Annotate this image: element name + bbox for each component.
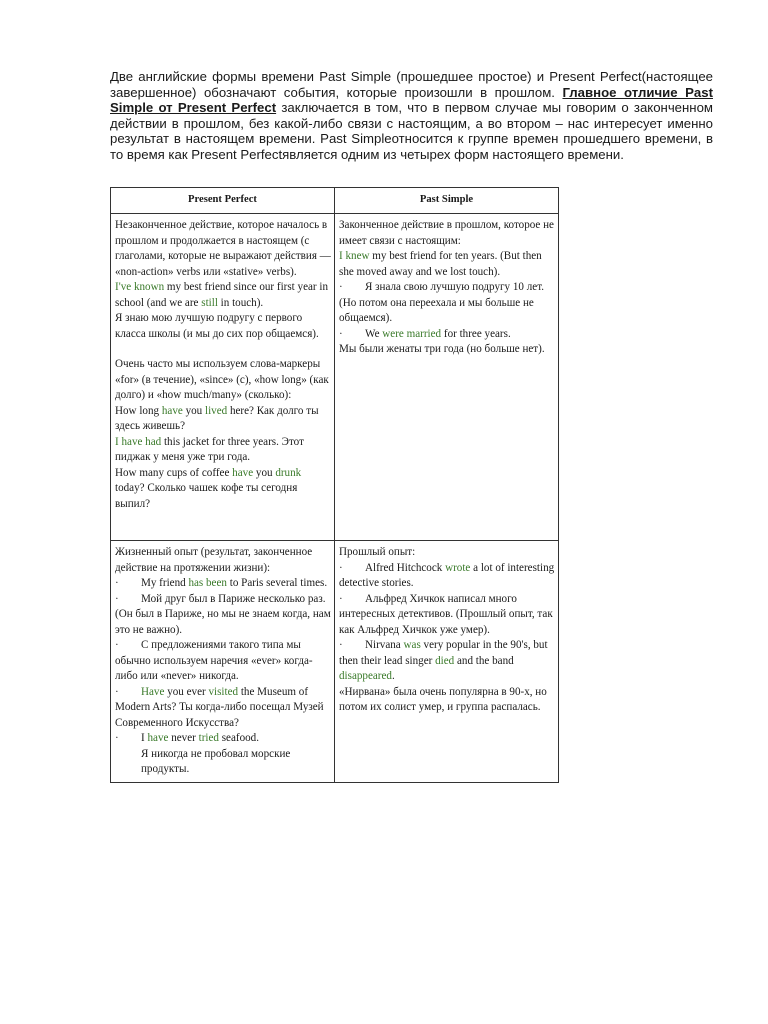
- ps1-example-2: · We were married for three years.: [339, 327, 556, 343]
- comparison-table: [110, 187, 559, 783]
- table-row: [111, 214, 559, 541]
- ps2-example-1-translation: · Альфред Хичкок написал много интересных детективов. (Прошлый опыт, так как Альфред Хичкок уже умер).: [339, 592, 553, 636]
- bullet-icon: ·: [115, 592, 119, 605]
- bullet-icon: ·: [339, 639, 343, 651]
- ps1-example-2-translation: Мы были женаты три года (но больше нет).: [339, 343, 545, 355]
- pp1-question-3: How many cups of coffee have you drunk today? Сколько чашек кофе ты сегодня выпил?: [115, 466, 302, 510]
- header-past-simple: Past Simple: [335, 188, 559, 214]
- intro-text-1: Две английские формы времени Past Simple (прошедшее простое) и Present Perfect(настоящее завершенное) обозначают события, которые произошли в прошлом.: [110, 69, 713, 100]
- bullet-icon: ·: [339, 327, 343, 340]
- pp1-question-1: How long have you lived here? Как долго ты здесь живешь?: [115, 404, 319, 432]
- ps2-example-1: · Alfred Hitchcock wrote a lot of interesting detective stories.: [339, 561, 555, 589]
- pp1-example: I've known my best friend since our first year in school (and we are still in touch).: [115, 281, 329, 309]
- bullet-icon: ·: [115, 685, 119, 698]
- pp2-note: · С предложениями такого типа мы обычно используем наречия «ever» когда-либо или «never» никогда.: [115, 639, 313, 682]
- table-row: [111, 541, 559, 783]
- bullet-icon: ·: [339, 561, 343, 574]
- cell-past-simple-experience: [335, 541, 559, 783]
- ps2-description: Прошлый опыт:: [339, 546, 416, 558]
- ps2-example-2: · Nirvana was very popular in the 90's, but then their lead singer died and the band disappeared.: [339, 639, 548, 682]
- pp2-example-1: · My friend has been to Paris several times.: [115, 576, 332, 592]
- pp2-example-3-translation: Я никогда не пробовал морские продукты.: [141, 747, 291, 775]
- bullet-icon: ·: [115, 639, 119, 651]
- ps1-example-translation: · Я знала свою лучшую подругу 10 лет. (Но потом она переехала и мы больше не общаемся).: [339, 281, 544, 324]
- cell-past-simple-finished: [335, 214, 559, 541]
- table-header-row: [111, 188, 559, 214]
- pp1-description: Незаконченное действие, которое началось в прошлом и продолжается в настоящем (с глаголами, которые не выражают действия — «non-action» verbs или «stative» verbs).: [115, 219, 331, 278]
- bullet-icon: ·: [339, 592, 343, 605]
- cell-present-perfect-experience: [111, 541, 335, 783]
- intro-bold-link[interactable]: Главное отличие Past Simple от Present Perfect: [110, 84, 713, 116]
- pp1-markers: Очень часто мы используем слова-маркеры «for» (в течение), «since» (с), «how long» (как долго) и «how much/many» (сколько):: [115, 358, 329, 401]
- pp2-example-2: · Have you ever visited the Museum of Modern Arts? Ты когда-либо посещал Музей Современного Искусства?: [115, 685, 324, 729]
- pp1-example-translation: Я знаю мою лучшую подругу с первого класса школы (и мы до сих пор общаемся).: [115, 312, 319, 340]
- pp2-example-1-translation: · Мой друг был в Париже несколько раз. (Он был в Париже, но мы не знаем когда, нам это не важно).: [115, 592, 331, 636]
- header-present-perfect: Present Perfect: [111, 188, 335, 214]
- intro-text-2: заключается в том, что в первом случае мы говорим о законченном действии в прошлом, без какой-либо связи с настоящим, а во втором – нас интересует именно результат в настоящем времени. Past Simpleотносится к группе времен прошедшего времени, в то время как Present Perfectявляется одним из четырех форм настоящего времени.: [110, 100, 713, 162]
- ps2-example-2-translation: «Нирвана» была очень популярна в 90-х, но потом их солист умер, и группа распалась.: [339, 685, 547, 713]
- pp1-question-2: I have had this jacket for three years. Этот пиджак у меня уже три года.: [115, 435, 304, 463]
- pp2-example-3: · I have never tried seafood.: [115, 731, 332, 747]
- cell-present-perfect-unfinished: [111, 214, 335, 541]
- pp2-description: Жизненный опыт (результат, законченное действие на протяжении жизни):: [115, 546, 313, 574]
- ps1-example: I knew my best friend for ten years. (But then she moved away and we lost touch).: [339, 250, 542, 278]
- bullet-icon: ·: [339, 281, 343, 293]
- intro-paragraph: [110, 69, 713, 163]
- ps1-description: Законченное действие в прошлом, которое не имеет связи с настоящим:: [339, 219, 554, 247]
- bullet-icon: ·: [115, 732, 119, 744]
- bullet-icon: ·: [115, 577, 119, 589]
